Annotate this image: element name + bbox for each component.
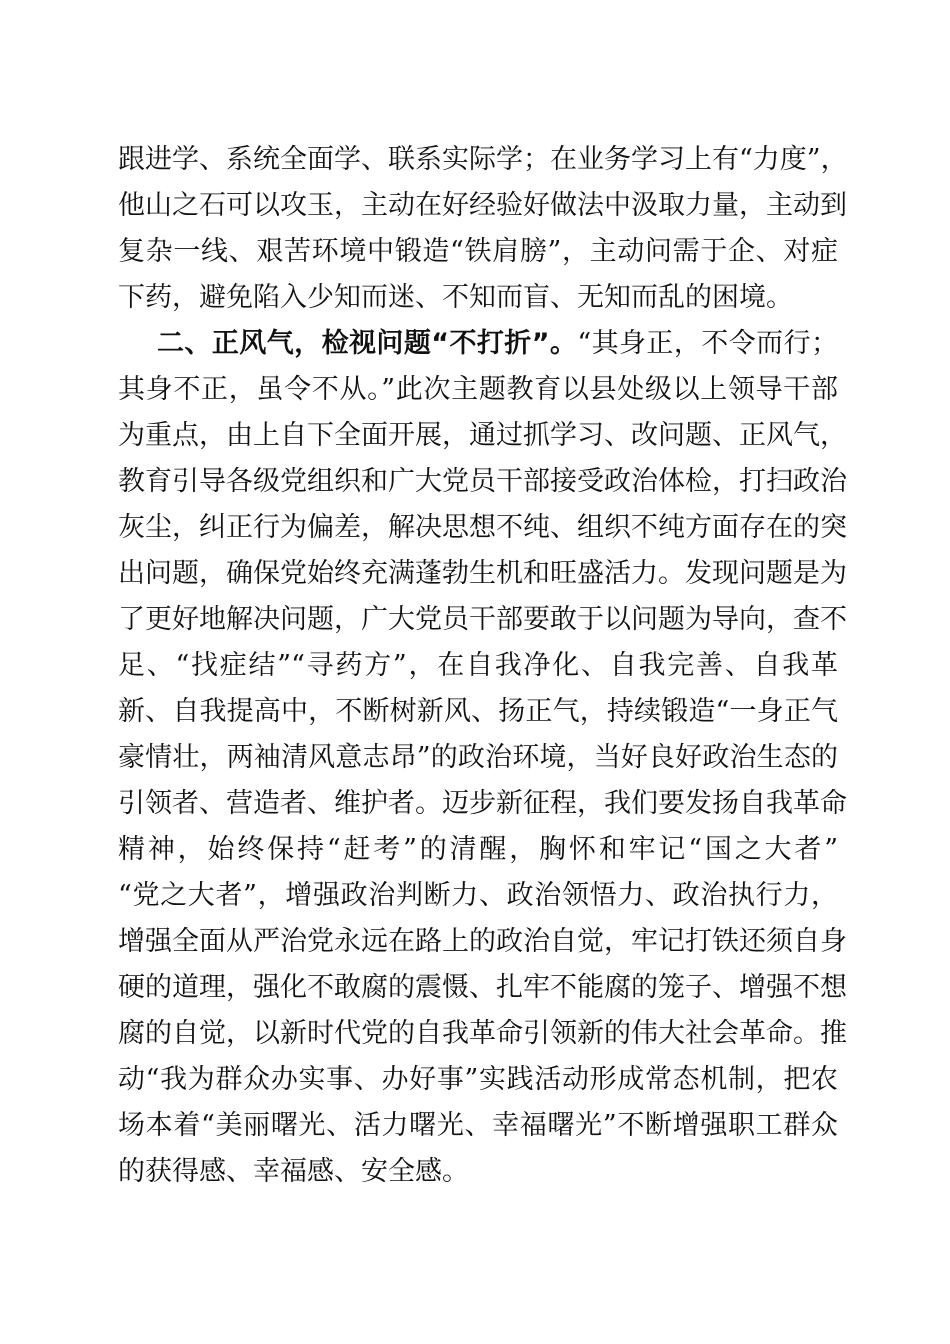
paragraph-2-line-2: 其身不正，虽令不从。”此次主题教育以县处级以上领导干部: [118, 374, 838, 405]
paragraph-1-line-3: 复杂一线、艰苦环境中锻造“铁肩膀”，主动问需于企、对症: [118, 236, 838, 267]
paragraph-1-line-4: 下药，避免陷入少知而迷、不知而盲、无知而乱的困境。: [118, 282, 793, 313]
paragraph-2-line-19: 的获得感、幸福感、安全感。: [118, 1156, 469, 1187]
paragraph-2-line-5: 灰尘，纠正行为偏差，解决思想不纯、组织不纯方面存在的突: [118, 512, 847, 543]
paragraph-2-line-3: 为重点，由上自下全面开展，通过抓学习、改问题、正风气，: [118, 420, 847, 451]
paragraph-2-line-12: 精神，始终保持“赶考”的清醒，胸怀和牢记“国之大者”: [118, 834, 838, 865]
paragraph-2-line-17: 动“我为群众办实事、办好事”实践活动形成常态机制，把农: [118, 1064, 838, 1095]
paragraph-2-line-11: 引领者、营造者、维护者。迈步新征程，我们要发扬自我革命: [118, 788, 847, 819]
section-heading: 二、正风气，检视问题“不打折”。: [157, 328, 578, 359]
paragraph-2-line-7: 了更好地解决问题，广大党员干部要敢于以问题为导向，查不: [118, 604, 847, 635]
paragraph-2-line-4: 教育引导各级党组织和广大党员干部接受政治体检，打扫政治: [118, 466, 847, 497]
paragraph-2-line-6: 出问题，确保党始终充满蓬勃生机和旺盛活力。发现问题是为: [118, 558, 847, 589]
paragraph-2-line-14: 增强全面从严治党永远在路上的政治自觉，牢记打铁还须自身: [118, 926, 847, 957]
paragraph-2-line-13: “党之大者”，增强政治判断力、政治领悟力、政治执行力，: [118, 880, 838, 911]
paragraph-2-line-9: 新、自我提高中，不断树新风、扬正气，持续锻造“一身正气: [118, 696, 838, 727]
paragraph-1-line-2: 他山之石可以攻玉，主动在好经验好做法中汲取力量，主动到: [118, 190, 847, 221]
paragraph-1-line-1: 跟进学、系统全面学、联系实际学；在业务学习上有“力度”，: [118, 144, 848, 175]
paragraph-2-line-15: 硬的道理，强化不敢腐的震慑、扎牢不能腐的笼子、增强不想: [118, 972, 847, 1003]
paragraph-2-first-line-text: “其身正，不令而行；: [577, 328, 838, 359]
paragraph-2-first-line: [157, 324, 838, 364]
paragraph-2-line-10: 豪情壮，两袖清风意志昂”的政治环境，当好良好政治生态的: [118, 742, 838, 773]
paragraph-2-line-8: 足、“找症结”“寻药方”，在自我净化、自我完善、自我革: [118, 650, 838, 681]
paragraph-2-line-18: 场本着“美丽曙光、活力曙光、幸福曙光”不断增强职工群众: [118, 1110, 838, 1141]
paragraph-2-line-16: 腐的自觉，以新时代党的自我革命引领新的伟大社会革命。推: [118, 1018, 847, 1049]
